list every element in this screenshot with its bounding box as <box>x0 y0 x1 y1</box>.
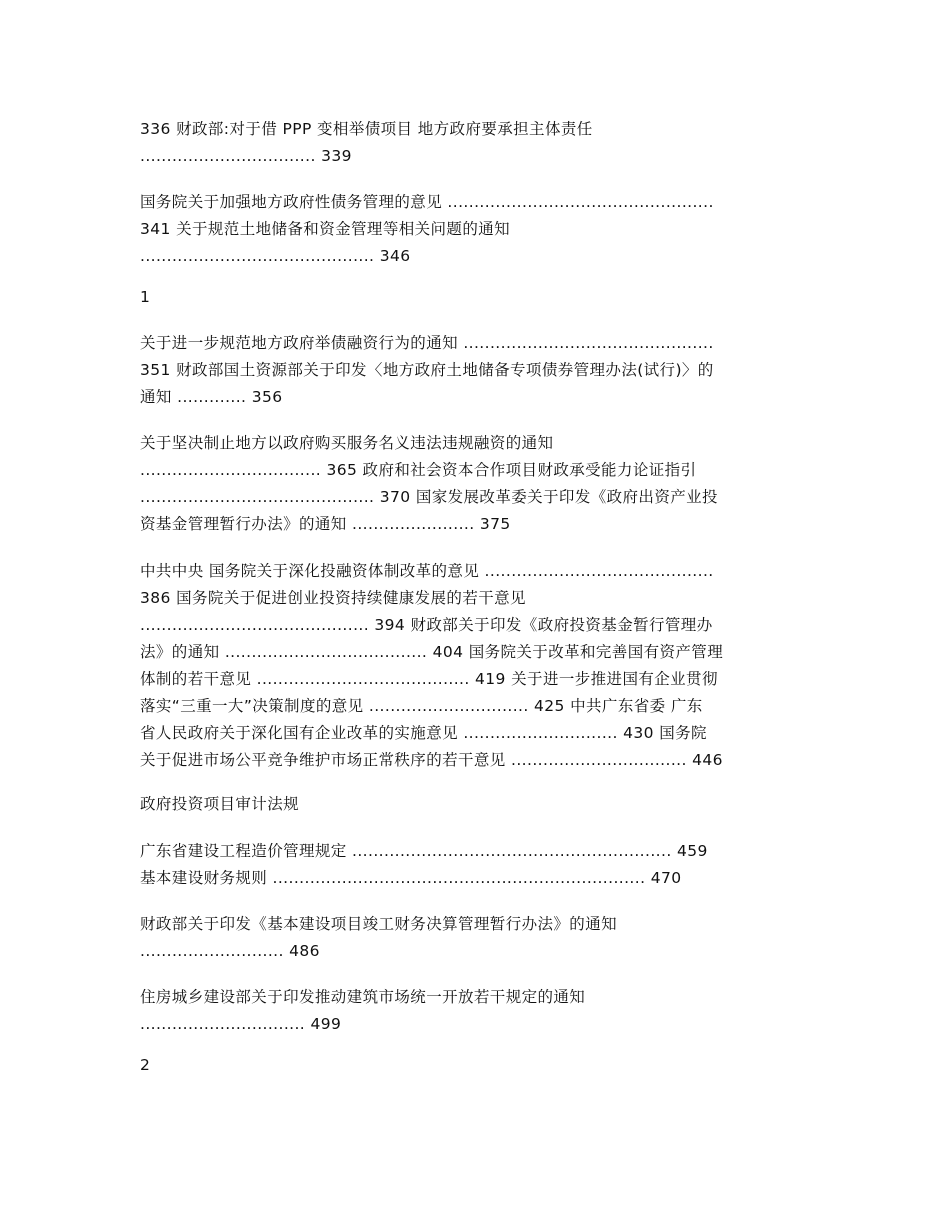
toc-line: 省人民政府关于深化国有企业改革的实施意见 ............................. 430 国务院 <box>140 724 707 742</box>
toc-entry-block <box>140 558 815 774</box>
toc-line: ............................................ 370 国家发展改革委关于印发《政府出资产业投 <box>140 488 718 506</box>
toc-entry-block <box>140 189 815 270</box>
toc-line: 关于促进市场公平竞争维护市场正常秩序的若干意见 ................................. 446 <box>140 751 723 769</box>
toc-entry-block <box>140 984 815 1038</box>
toc-line: 关于进一步规范地方政府举债融资行为的通知 ............................................... <box>140 334 714 352</box>
toc-line: 资基金管理暂行办法》的通知 ....................... 375 <box>140 515 511 533</box>
page-number <box>140 1052 815 1079</box>
section-heading <box>140 791 815 818</box>
toc-line: 中共中央 国务院关于深化投融资体制改革的意见 ........................................... <box>140 562 714 580</box>
page-number-text: 2 <box>140 1056 151 1074</box>
page-number <box>140 284 815 311</box>
toc-line: 落实“三重一大”决策制度的意见 .............................. 425 中共广东省委 广东 <box>140 697 703 715</box>
toc-line: 336 财政部:对于借 PPP 变相举债项目 地方政府要承担主体责任 <box>140 120 593 138</box>
toc-entry-block <box>140 911 815 965</box>
toc-entry-block <box>140 116 815 170</box>
toc-line: .................................. 365 政府和社会资本合作项目财政承受能力论证指引 <box>140 461 697 479</box>
toc-line: 广东省建设工程造价管理规定 ............................................................ 459 <box>140 842 708 860</box>
toc-line: ............................................ 346 <box>140 247 411 265</box>
toc-line: 基本建设财务规则 ...................................................................... 470 <box>140 869 682 887</box>
toc-entry-block <box>140 330 815 411</box>
toc-line: 关于坚决制止地方以政府购买服务名义违法违规融资的通知 <box>140 434 554 452</box>
toc-line: ............................... 499 <box>140 1015 342 1033</box>
toc-line: 财政部关于印发《基本建设项目竣工财务决算管理暂行办法》的通知 <box>140 915 618 933</box>
toc-line: 341 关于规范土地储备和资金管理等相关问题的通知 <box>140 220 511 238</box>
toc-line: ........................................... 394 财政部关于印发《政府投资基金暂行管理办 <box>140 616 713 634</box>
toc-line: 体制的若干意见 ........................................ 419 关于进一步推进国有企业贯彻 <box>140 670 718 688</box>
toc-line: 国务院关于加强地方政府性债务管理的意见 .................................................. <box>140 193 714 211</box>
toc-line: 386 国务院关于促进创业投资持续健康发展的若干意见 <box>140 589 526 607</box>
toc-line: 法》的通知 ...................................... 404 国务院关于改革和完善国有资产管理 <box>140 643 724 661</box>
toc-line: 住房城乡建设部关于印发推动建筑市场统一开放若干规定的通知 <box>140 988 586 1006</box>
toc-line: ........................... 486 <box>140 942 320 960</box>
toc-line: 351 财政部国土资源部关于印发〈地方政府土地储备专项债券管理办法(试行)〉的 <box>140 361 714 379</box>
page-number-text: 1 <box>140 288 151 306</box>
toc-entry-block <box>140 838 815 892</box>
toc-entry-block <box>140 430 815 538</box>
toc-line: 通知 ............. 356 <box>140 388 283 406</box>
section-heading-text: 政府投资项目审计法规 <box>140 795 300 813</box>
toc-line: ................................. 339 <box>140 147 352 165</box>
